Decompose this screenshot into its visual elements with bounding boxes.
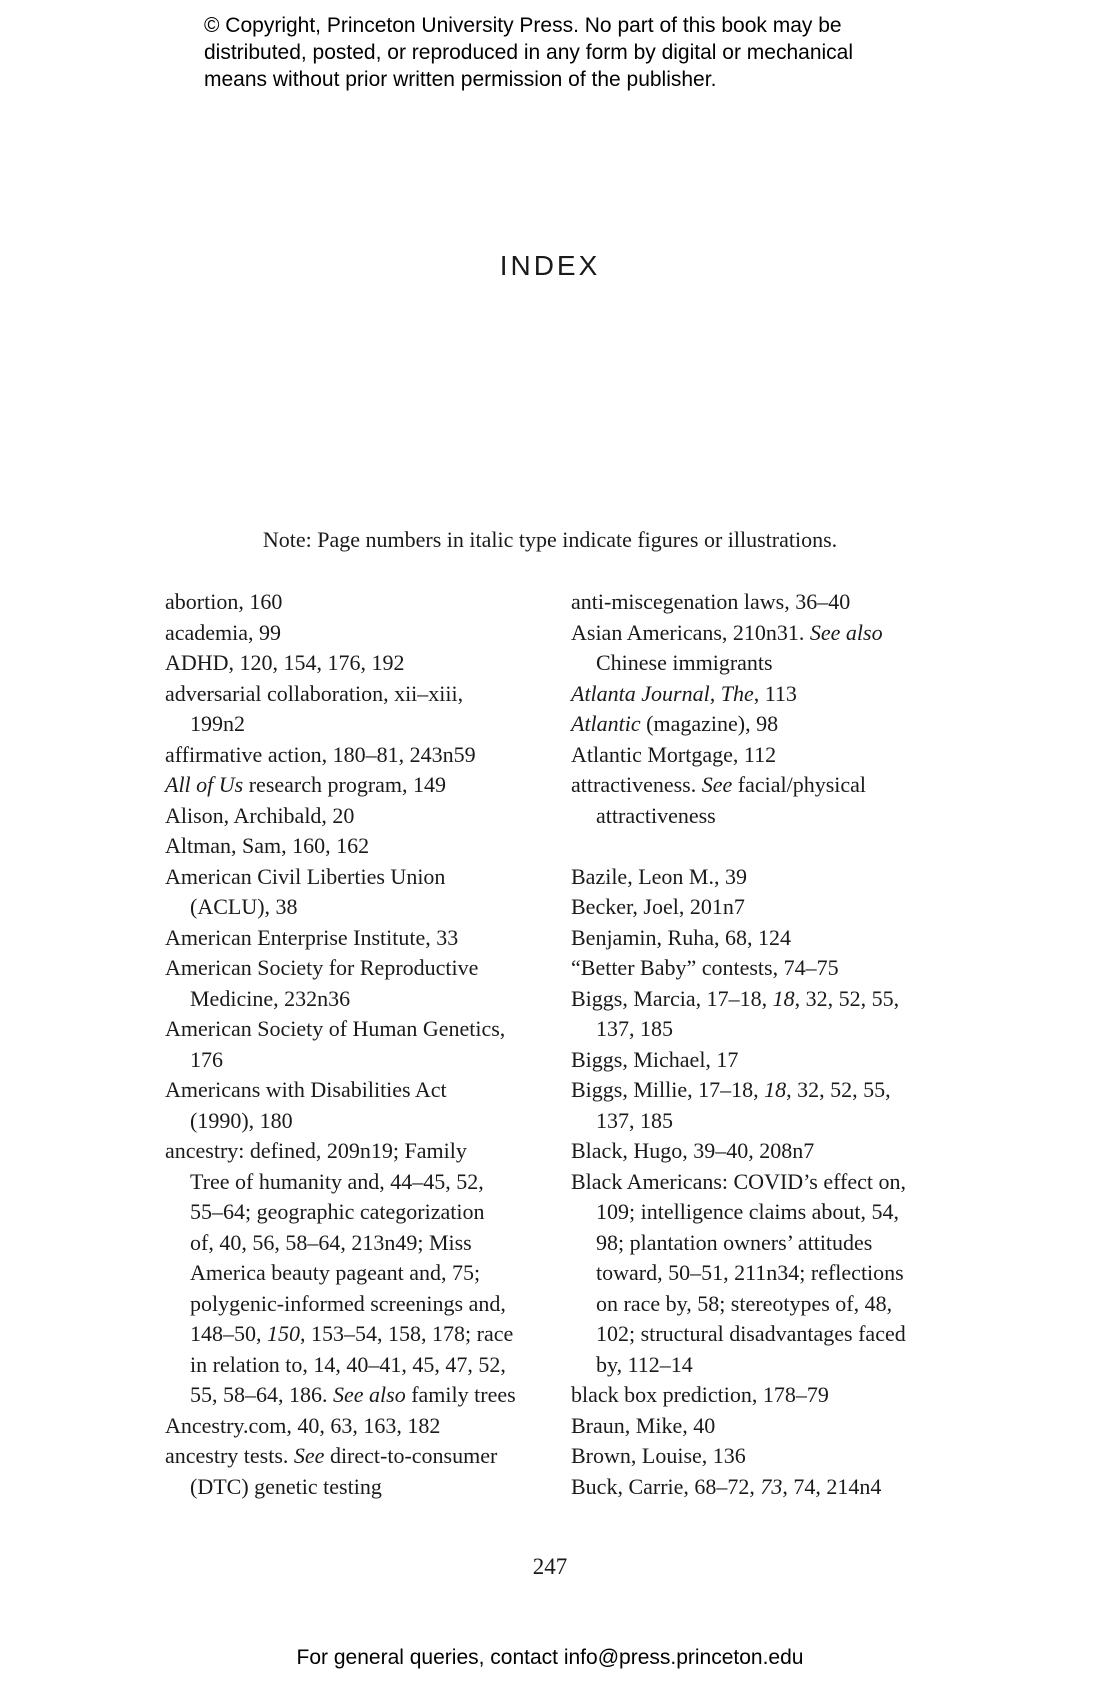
italic-text: All of Us [165,772,244,797]
index-entry [165,1411,550,1442]
entry-text: 102; structural disadvantages faced [596,1321,906,1346]
entry-text: 199n2 [190,711,245,736]
entry-text: Biggs, Michael, 17 [571,1046,739,1072]
index-left-column [165,587,550,1502]
entry-text: facial/physical [732,772,867,797]
entry-text: American Society for Reproductive [165,955,479,980]
entry-text: 109; intelligence claims about, 54, [596,1199,900,1224]
italic-text: See [701,772,733,797]
index-note: Note: Page numbers in italic type indicate figures or illustrations. [262,527,838,552]
entry-text: Biggs, Marcia, 17–18, [571,985,773,1011]
entry-text: Ancestry.com, 40, 63, 163, 182 [165,1412,441,1438]
entry-text: “Better Baby” contests, 74–75 [571,955,839,980]
index-entry [571,892,966,923]
entry-text: 137, 185 [596,1107,673,1133]
index-entry [571,1380,966,1411]
index-entry [165,862,550,893]
entry-text: research program, 149 [243,772,447,797]
index-entry [571,923,966,954]
entry-text: attractiveness [596,802,716,828]
index-entry-continuation [165,892,550,923]
index-entry [571,709,966,740]
entry-text: Buck, Carrie, 68–72, [571,1473,761,1499]
entry-text: American Civil Liberties Union [165,863,446,889]
index-entry [165,1014,550,1045]
entry-text: Bazile, Leon M., 39 [571,863,747,889]
index-entry [571,953,966,984]
entry-text: Tree of humanity and, 44–45, 52, [190,1168,484,1194]
entry-text: Chinese immigrants [596,650,773,675]
entry-text: on race by, 58; stereotypes of, 48, [596,1290,893,1316]
index-entry [571,679,966,710]
entry-text: Becker, Joel, 201n7 [571,894,745,919]
entry-text: American Society of Human Genetics, [165,1016,506,1041]
italic-text: 18 [772,985,795,1011]
index-entry-continuation [165,1319,550,1350]
copyright-line: means without prior written permission of the publisher. [204,68,717,91]
entry-text: , 153–54, 158, 178; race [300,1321,514,1346]
entry-text: affirmative action, 180–81, 243n59 [165,741,476,767]
copyright-notice [204,12,964,93]
index-entry [165,679,550,710]
italic-text: See [293,1443,325,1468]
entry-text: Altman, Sam, 160, 162 [165,833,370,858]
entry-text: ancestry tests. [165,1443,294,1468]
index-entry [165,923,550,954]
index-entry [165,770,550,801]
index-entry-continuation [571,1197,966,1228]
entry-text: Biggs, Millie, 17–18, [571,1077,765,1102]
italic-text: 18 [764,1077,787,1102]
index-entry [165,1136,550,1167]
index-entry [571,1411,966,1442]
entry-text: (ACLU), 38 [190,894,298,919]
index-entry-continuation [165,1228,550,1259]
footer-contact: For general queries, contact info@press.princeton.edu [296,1646,804,1669]
index-entry-continuation [571,1289,966,1320]
index-entry-continuation [165,1350,550,1381]
entry-text: (DTC) genetic testing [190,1473,382,1499]
index-entry [571,984,966,1015]
index-entry-continuation [165,1289,550,1320]
index-entry-continuation [571,1228,966,1259]
entry-text: America beauty pageant and, 75; [190,1260,481,1285]
index-entry [571,1167,966,1198]
entry-text: Black, Hugo, 39–40, 208n7 [571,1138,815,1163]
index-entry-continuation [571,801,966,832]
entry-text: Atlantic Mortgage, 112 [571,741,777,767]
entry-text: toward, 50–51, 211n34; reflections [596,1260,904,1285]
entry-text: of, 40, 56, 58–64, 213n49; Miss [190,1229,472,1255]
index-entry [571,1136,966,1167]
index-entry [165,801,550,832]
index-entry-continuation [571,1014,966,1045]
index-entry-continuation [165,1258,550,1289]
entry-text: abortion, 160 [165,589,283,614]
italic-text: 150 [267,1321,300,1346]
index-entry-continuation [165,1197,550,1228]
entry-text: Alison, Archibald, 20 [165,802,355,828]
index-entry-continuation [165,1106,550,1137]
entry-text: attractiveness. [571,772,702,797]
entry-text: Asian Americans, 210n31. [571,619,810,645]
index-entry-continuation [165,1472,550,1503]
entry-text: academia, 99 [165,619,282,645]
entry-text: 98; plantation owners’ attitudes [596,1229,873,1255]
entry-text: ancestry: defined, 209n19; Family [165,1138,467,1163]
italic-text: See also [333,1382,406,1407]
index-entry [165,740,550,771]
index-entry-continuation [165,1380,550,1411]
index-entry [165,648,550,679]
entry-text: family trees [405,1382,516,1407]
index-entry-continuation [165,709,550,740]
index-entry [165,831,550,862]
index-entry [165,1075,550,1106]
page-number: 247 [532,1554,568,1579]
entry-text: 55, 58–64, 186. [190,1382,333,1407]
index-entry-continuation [165,1045,550,1076]
entry-text: 176 [190,1046,223,1072]
entry-text: 137, 185 [596,1016,673,1041]
index-entry-continuation [165,1167,550,1198]
page-title: INDEX [499,250,601,281]
entry-text: 55–64; geographic categorization [190,1199,485,1224]
index-entry-continuation [571,1106,966,1137]
index-right-column [571,587,966,1502]
index-entry [165,587,550,618]
index-entry [571,1045,966,1076]
entry-text: American Enterprise Institute, 33 [165,924,459,950]
index-entry-continuation [571,1350,966,1381]
entry-text: , 32, 52, 55, [794,985,900,1011]
entry-text: (magazine), 98 [640,711,779,736]
index-entry-continuation [165,984,550,1015]
entry-text: (1990), 180 [190,1107,293,1133]
italic-text: 73 [760,1473,783,1499]
index-entry [571,770,966,801]
italic-text: See also [809,619,883,645]
index-entry [571,618,966,649]
entry-text: 148–50, [190,1321,267,1346]
index-letter-gap [571,831,966,862]
index-entry [571,862,966,893]
entry-text: , 74, 214n4 [782,1473,882,1499]
index-entry [165,1441,550,1472]
index-entry [165,953,550,984]
index-entry [571,1472,966,1503]
italic-text: Atlantic [571,711,641,736]
copyright-line: distributed, posted, or reproduced in any form by digital or mechanical [204,41,854,64]
entry-text: adversarial collaboration, xii–xiii, [165,680,464,706]
entry-text: Medicine, 232n36 [190,985,351,1011]
index-entry [571,1441,966,1472]
entry-text: anti-miscegenation laws, 36–40 [571,589,851,614]
entry-text: Black Americans: COVID’s effect on, [571,1168,907,1194]
entry-text: Brown, Louise, 136 [571,1443,746,1468]
entry-text: direct-to-consumer [324,1443,498,1468]
index-entry-continuation [571,1319,966,1350]
index-entry [571,1075,966,1106]
entry-text: polygenic-informed screenings and, [190,1290,506,1316]
entry-text: Americans with Disabilities Act [165,1077,447,1102]
entry-text: black box prediction, 178–79 [571,1382,829,1407]
italic-text: Atlanta Journal, The [571,680,754,706]
copyright-line: © Copyright, Princeton University Press. No part of this book may be [204,14,842,37]
entry-text: by, 112–14 [596,1351,693,1377]
entry-text: , 32, 52, 55, [786,1077,891,1102]
index-entry-continuation [571,1258,966,1289]
entry-text: Braun, Mike, 40 [571,1412,716,1438]
index-entry [165,618,550,649]
entry-text: Benjamin, Ruha, 68, 124 [571,924,791,950]
entry-text: , 113 [753,680,797,706]
entry-text: ADHD, 120, 154, 176, 192 [165,650,405,675]
entry-text: in relation to, 14, 40–41, 45, 47, 52, [190,1351,506,1377]
index-entry [571,587,966,618]
index-entry-continuation [571,648,966,679]
index-entry [571,740,966,771]
